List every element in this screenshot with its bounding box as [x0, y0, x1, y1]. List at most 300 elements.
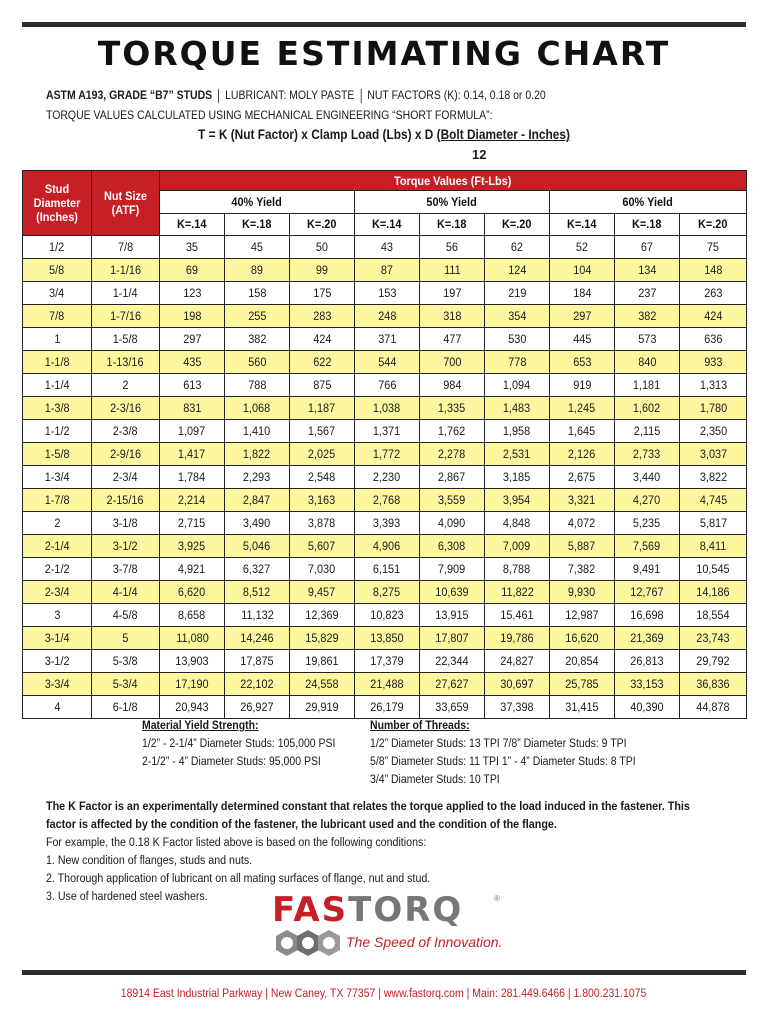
kfactor-item: 3. Use of hardened steel washers. — [46, 889, 208, 903]
torque-cell: 31,415 — [550, 696, 615, 719]
table-row — [23, 443, 747, 466]
torque-cell: 477 — [420, 328, 485, 351]
torque-cell: 10,639 — [420, 581, 485, 604]
torque-cell: 544 — [355, 351, 420, 374]
k-factor-header: K=.14 — [160, 213, 225, 235]
stud-diameter-cell: 2-1/2 — [23, 558, 92, 581]
nut-size-cell: 4-1/4 — [92, 581, 160, 604]
nut-size-cell: 1-13/16 — [92, 351, 160, 374]
torque-cell: 14,246 — [225, 627, 290, 650]
torque-cell: 435 — [160, 351, 225, 374]
torque-cell: 263 — [680, 282, 747, 305]
torque-cell: 445 — [550, 328, 615, 351]
yield-group-header: 40% Yield — [160, 191, 355, 213]
torque-cell: 198 — [160, 305, 225, 328]
table-row — [23, 328, 747, 351]
torque-cell: 5,235 — [615, 512, 680, 535]
nut-size-cell: 3-1/2 — [92, 535, 160, 558]
torque-cell: 4,270 — [615, 489, 680, 512]
torque-cell: 111 — [420, 259, 485, 282]
nut-factors-spec: NUT FACTORS (K): 0.14, 0.18 or 0.20 — [367, 88, 546, 102]
torque-cell: 33,659 — [420, 696, 485, 719]
torque-cell: 875 — [290, 374, 355, 397]
torque-cell: 5,607 — [290, 535, 355, 558]
torque-cell: 382 — [615, 305, 680, 328]
torque-cell: 67 — [615, 236, 680, 259]
torque-cell: 40,390 — [615, 696, 680, 719]
torque-cell: 424 — [290, 328, 355, 351]
torque-cell: 1,780 — [680, 397, 747, 420]
registered-mark: ® — [494, 894, 500, 903]
stud-diameter-cell: 1-1/2 — [23, 420, 92, 443]
stud-diameter-cell: 1-3/8 — [23, 397, 92, 420]
torque-cell: 15,829 — [290, 627, 355, 650]
torque-cell: 7,909 — [420, 558, 485, 581]
studs-spec: ASTM A193, GRADE “B7” STUDS — [46, 88, 213, 102]
nut-size-cell: 5-3/4 — [92, 673, 160, 696]
torque-cell: 11,080 — [160, 627, 225, 650]
torque-cell: 2,293 — [225, 466, 290, 489]
torque-cell: 158 — [225, 282, 290, 305]
page-title: TORQUE ESTIMATING CHART — [97, 34, 671, 73]
torque-cell: 1,417 — [160, 443, 225, 466]
torque-cell: 424 — [680, 305, 747, 328]
torque-cell: 5,887 — [550, 535, 615, 558]
torque-cell: 1,371 — [355, 420, 420, 443]
k-factor-header: K=.20 — [290, 213, 355, 235]
torque-cell: 23,743 — [680, 627, 747, 650]
torque-cell: 22,102 — [225, 673, 290, 696]
torque-cell: 2,025 — [290, 443, 355, 466]
header-nut-size: Nut Size (ATF) — [92, 171, 160, 236]
torque-cell: 16,698 — [615, 604, 680, 627]
kfactor-bold-line: The K Factor is an experimentally determined constant that relates the torque applied to the load induced in the fastener. This — [46, 799, 690, 813]
torque-cell: 2,126 — [550, 443, 615, 466]
torque-cell: 4,090 — [420, 512, 485, 535]
torque-cell: 21,369 — [615, 627, 680, 650]
logo-tagline: The Speed of Innovation. — [346, 934, 503, 950]
torque-cell: 6,327 — [225, 558, 290, 581]
torque-cell: 9,457 — [290, 581, 355, 604]
torque-table — [22, 170, 747, 719]
kfactor-intro: For example, the 0.18 K Factor listed above is based on the following conditions: — [46, 835, 427, 849]
torque-cell: 104 — [550, 259, 615, 282]
formula-intro: TORQUE VALUES CALCULATED USING MECHANICAL ENGINEERING “SHORT FORMULA”: — [46, 108, 493, 122]
nut-size-cell: 1-7/16 — [92, 305, 160, 328]
torque-cell: 283 — [290, 305, 355, 328]
stud-diameter-cell: 7/8 — [23, 305, 92, 328]
torque-cell: 24,827 — [485, 650, 550, 673]
stud-diameter-cell: 3-3/4 — [23, 673, 92, 696]
table-row — [23, 351, 747, 374]
torque-cell: 622 — [290, 351, 355, 374]
material-yield-line: 2-1/2” - 4” Diameter Studs: 95,000 PSI — [142, 754, 321, 768]
threads-block — [370, 716, 679, 788]
torque-cell: 2,867 — [420, 466, 485, 489]
threads-heading: Number of Threads: — [370, 718, 470, 732]
torque-cell: 2,675 — [550, 466, 615, 489]
torque-cell: 18,554 — [680, 604, 747, 627]
torque-cell: 45 — [225, 236, 290, 259]
torque-cell: 26,813 — [615, 650, 680, 673]
torque-cell: 933 — [680, 351, 747, 374]
torque-cell: 8,275 — [355, 581, 420, 604]
torque-cell: 3,037 — [680, 443, 747, 466]
stud-diameter-cell: 1-5/8 — [23, 443, 92, 466]
torque-cell: 12,369 — [290, 604, 355, 627]
torque-cell: 255 — [225, 305, 290, 328]
table-row — [23, 673, 747, 696]
threads-line: 5/8” Diameter Studs: 11 TPI 1” - 4” Diameter Studs: 8 TPI — [370, 754, 636, 768]
nut-size-cell: 3-1/8 — [92, 512, 160, 535]
torque-cell: 6,620 — [160, 581, 225, 604]
torque-cell: 1,567 — [290, 420, 355, 443]
torque-cell: 35 — [160, 236, 225, 259]
torque-cell: 297 — [160, 328, 225, 351]
torque-cell: 7,030 — [290, 558, 355, 581]
torque-cell: 8,512 — [225, 581, 290, 604]
torque-cell: 10,545 — [680, 558, 747, 581]
torque-cell: 573 — [615, 328, 680, 351]
material-yield-block — [142, 716, 367, 770]
torque-cell: 175 — [290, 282, 355, 305]
torque-cell: 778 — [485, 351, 550, 374]
stud-diameter-cell: 1-1/4 — [23, 374, 92, 397]
torque-cell: 248 — [355, 305, 420, 328]
table-row — [23, 535, 747, 558]
table-row — [23, 489, 747, 512]
nut-size-cell: 4-5/8 — [92, 604, 160, 627]
torque-cell: 4,921 — [160, 558, 225, 581]
torque-cell: 43 — [355, 236, 420, 259]
table-row — [23, 259, 747, 282]
torque-cell: 530 — [485, 328, 550, 351]
torque-cell: 4,848 — [485, 512, 550, 535]
torque-cell: 1,602 — [615, 397, 680, 420]
torque-cell: 700 — [420, 351, 485, 374]
torque-cell: 124 — [485, 259, 550, 282]
torque-cell: 19,861 — [290, 650, 355, 673]
nut-size-cell: 2-3/8 — [92, 420, 160, 443]
torque-cell: 5,817 — [680, 512, 747, 535]
torque-cell: 6,151 — [355, 558, 420, 581]
k-factor-header: K=.14 — [550, 213, 615, 235]
formula-underlined: (Bolt Diameter - Inches) — [436, 127, 570, 142]
nut-size-cell: 3-7/8 — [92, 558, 160, 581]
k-factor-header: K=.14 — [355, 213, 420, 235]
table-row — [23, 397, 747, 420]
torque-cell: 6,308 — [420, 535, 485, 558]
k-factor-header: K=.20 — [485, 213, 550, 235]
logo-wordmark: FASTORQ — [272, 890, 464, 930]
nut-size-cell: 2-3/16 — [92, 397, 160, 420]
torque-cell: 20,943 — [160, 696, 225, 719]
k-factor-header: K=.18 — [420, 213, 485, 235]
torque-cell: 36,836 — [680, 673, 747, 696]
material-yield-line: 1/2” - 2-1/4” Diameter Studs: 105,000 PSI — [142, 736, 336, 750]
fastorq-logo — [272, 890, 502, 960]
torque-cell: 14,186 — [680, 581, 747, 604]
torque-cell: 1,068 — [225, 397, 290, 420]
torque-cell: 1,313 — [680, 374, 747, 397]
torque-cell: 613 — [160, 374, 225, 397]
torque-cell: 2,531 — [485, 443, 550, 466]
torque-cell: 3,954 — [485, 489, 550, 512]
nut-size-cell: 5-3/8 — [92, 650, 160, 673]
torque-cell: 1,187 — [290, 397, 355, 420]
torque-cell: 26,179 — [355, 696, 420, 719]
torque-cell: 1,410 — [225, 420, 290, 443]
torque-cell: 3,925 — [160, 535, 225, 558]
threads-line: 3/4” Diameter Studs: 10 TPI — [370, 772, 500, 786]
torque-cell: 10,823 — [355, 604, 420, 627]
table-row — [23, 627, 747, 650]
torque-cell: 636 — [680, 328, 747, 351]
torque-cell: 22,344 — [420, 650, 485, 673]
nut-size-cell: 1-1/16 — [92, 259, 160, 282]
table-row — [23, 581, 747, 604]
bottom-rule — [22, 970, 746, 975]
stud-diameter-cell: 4 — [23, 696, 92, 719]
table-row — [23, 604, 747, 627]
table-row — [23, 282, 747, 305]
torque-cell: 12,767 — [615, 581, 680, 604]
torque-cell: 17,379 — [355, 650, 420, 673]
stud-diameter-cell: 2-3/4 — [23, 581, 92, 604]
torque-cell: 3,393 — [355, 512, 420, 535]
table-row — [23, 305, 747, 328]
kfactor-item: 1. New condition of flanges, studs and nuts. — [46, 853, 253, 867]
k-factor-header: K=.18 — [225, 213, 290, 235]
torque-cell: 21,488 — [355, 673, 420, 696]
formula-main: T = K (Nut Factor) x Clamp Load (Lbs) x D — [198, 127, 437, 142]
nut-size-cell: 6-1/8 — [92, 696, 160, 719]
torque-cell: 123 — [160, 282, 225, 305]
torque-cell: 17,807 — [420, 627, 485, 650]
kfactor-bold-line: factor is affected by the condition of the fastener, the lubricant used and the condition of the flange. — [46, 817, 557, 831]
torque-cell: 1,762 — [420, 420, 485, 443]
torque-cell: 8,788 — [485, 558, 550, 581]
table-row — [23, 236, 747, 259]
material-yield-heading: Material Yield Strength: — [142, 718, 259, 732]
torque-cell: 9,491 — [615, 558, 680, 581]
torque-cell: 17,190 — [160, 673, 225, 696]
torque-cell: 20,854 — [550, 650, 615, 673]
table-row — [23, 650, 747, 673]
top-rule — [22, 22, 746, 27]
torque-cell: 25,785 — [550, 673, 615, 696]
torque-cell: 62 — [485, 236, 550, 259]
torque-cell: 1,483 — [485, 397, 550, 420]
torque-cell: 8,658 — [160, 604, 225, 627]
torque-cell: 33,153 — [615, 673, 680, 696]
torque-cell: 15,461 — [485, 604, 550, 627]
torque-cell: 3,878 — [290, 512, 355, 535]
nut-size-cell: 7/8 — [92, 236, 160, 259]
stud-diameter-cell: 2 — [23, 512, 92, 535]
torque-cell: 984 — [420, 374, 485, 397]
torque-cell: 3,163 — [290, 489, 355, 512]
torque-cell: 56 — [420, 236, 485, 259]
torque-cell: 2,548 — [290, 466, 355, 489]
k-factor-header: K=.18 — [615, 213, 680, 235]
torque-cell: 2,768 — [355, 489, 420, 512]
torque-cell: 1,784 — [160, 466, 225, 489]
torque-cell: 237 — [615, 282, 680, 305]
torque-cell: 318 — [420, 305, 485, 328]
torque-cell: 1,094 — [485, 374, 550, 397]
torque-cell: 26,927 — [225, 696, 290, 719]
torque-cell: 30,697 — [485, 673, 550, 696]
torque-cell: 153 — [355, 282, 420, 305]
torque-cell: 2,847 — [225, 489, 290, 512]
stud-diameter-cell: 3 — [23, 604, 92, 627]
torque-cell: 44,878 — [680, 696, 747, 719]
torque-cell: 1,645 — [550, 420, 615, 443]
nut-size-cell: 2-3/4 — [92, 466, 160, 489]
torque-cell: 1,097 — [160, 420, 225, 443]
torque-cell: 13,850 — [355, 627, 420, 650]
torque-cell: 382 — [225, 328, 290, 351]
stud-diameter-cell: 3-1/2 — [23, 650, 92, 673]
table-row — [23, 420, 747, 443]
torque-cell: 297 — [550, 305, 615, 328]
torque-cell: 4,745 — [680, 489, 747, 512]
stud-diameter-cell: 1 — [23, 328, 92, 351]
header-stud-diameter: Stud Diameter (Inches) — [23, 171, 92, 236]
torque-cell: 653 — [550, 351, 615, 374]
torque-cell: 219 — [485, 282, 550, 305]
torque-cell: 50 — [290, 236, 355, 259]
kfactor-note — [46, 797, 746, 905]
formula — [46, 127, 722, 142]
torque-cell: 29,919 — [290, 696, 355, 719]
nut-size-cell: 1-5/8 — [92, 328, 160, 351]
gears-icon — [272, 928, 344, 958]
torque-cell: 3,440 — [615, 466, 680, 489]
yield-group-header: 60% Yield — [550, 191, 747, 213]
torque-cell: 1,772 — [355, 443, 420, 466]
torque-cell: 52 — [550, 236, 615, 259]
torque-cell: 3,822 — [680, 466, 747, 489]
torque-cell: 24,558 — [290, 673, 355, 696]
lubricant-spec: LUBRICANT: MOLY PASTE — [225, 88, 355, 102]
torque-cell: 9,930 — [550, 581, 615, 604]
torque-cell: 1,822 — [225, 443, 290, 466]
nut-size-cell: 2 — [92, 374, 160, 397]
torque-cell: 87 — [355, 259, 420, 282]
stud-diameter-cell: 1-3/4 — [23, 466, 92, 489]
stud-diameter-cell: 5/8 — [23, 259, 92, 282]
torque-cell: 134 — [615, 259, 680, 282]
torque-cell: 13,915 — [420, 604, 485, 627]
torque-cell: 89 — [225, 259, 290, 282]
nut-size-cell: 1-1/4 — [92, 282, 160, 305]
table-row — [23, 512, 747, 535]
torque-cell: 197 — [420, 282, 485, 305]
torque-cell: 354 — [485, 305, 550, 328]
torque-cell: 8,411 — [680, 535, 747, 558]
torque-cell: 69 — [160, 259, 225, 282]
nut-size-cell: 2-15/16 — [92, 489, 160, 512]
torque-cell: 99 — [290, 259, 355, 282]
torque-cell: 2,350 — [680, 420, 747, 443]
torque-cell: 3,559 — [420, 489, 485, 512]
torque-cell: 5,046 — [225, 535, 290, 558]
torque-cell: 4,072 — [550, 512, 615, 535]
nut-size-cell: 2-9/16 — [92, 443, 160, 466]
table-row — [23, 466, 747, 489]
torque-cell: 7,009 — [485, 535, 550, 558]
torque-cell: 12,987 — [550, 604, 615, 627]
k-factor-header: K=.20 — [680, 213, 747, 235]
stud-diameter-cell: 3/4 — [23, 282, 92, 305]
torque-cell: 7,569 — [615, 535, 680, 558]
torque-cell: 3,490 — [225, 512, 290, 535]
torque-cell: 371 — [355, 328, 420, 351]
torque-cell: 37,398 — [485, 696, 550, 719]
table-row — [23, 374, 747, 397]
torque-cell: 148 — [680, 259, 747, 282]
header-torque-values: Torque Values (Ft-Lbs) — [160, 171, 747, 191]
kfactor-item: 2. Thorough application of lubricant on all mating surfaces of flange, nut and stud. — [46, 871, 431, 885]
footer-contact: 18914 East Industrial Parkway | New Caney, TX 77357 | www.fastorq.com | Main: 281.449.6466 | 1.800.231.1075 — [121, 986, 647, 1000]
torque-cell: 29,792 — [680, 650, 747, 673]
specs-line — [46, 88, 546, 103]
stud-diameter-cell: 1/2 — [23, 236, 92, 259]
torque-cell: 11,822 — [485, 581, 550, 604]
torque-cell: 75 — [680, 236, 747, 259]
stud-diameter-cell: 3-1/4 — [23, 627, 92, 650]
torque-cell: 2,733 — [615, 443, 680, 466]
torque-cell: 11,132 — [225, 604, 290, 627]
torque-cell: 3,321 — [550, 489, 615, 512]
yield-group-header: 50% Yield — [355, 191, 550, 213]
torque-cell: 2,214 — [160, 489, 225, 512]
torque-cell: 2,715 — [160, 512, 225, 535]
torque-cell: 1,181 — [615, 374, 680, 397]
torque-cell: 16,620 — [550, 627, 615, 650]
torque-cell: 2,115 — [615, 420, 680, 443]
torque-cell: 831 — [160, 397, 225, 420]
nut-size-cell: 5 — [92, 627, 160, 650]
stud-diameter-cell: 1-1/8 — [23, 351, 92, 374]
formula-denominator: 12 — [472, 147, 487, 162]
torque-cell: 840 — [615, 351, 680, 374]
torque-cell: 766 — [355, 374, 420, 397]
torque-cell: 27,627 — [420, 673, 485, 696]
torque-cell: 2,278 — [420, 443, 485, 466]
torque-cell: 919 — [550, 374, 615, 397]
stud-diameter-cell: 1-7/8 — [23, 489, 92, 512]
torque-cell: 1,245 — [550, 397, 615, 420]
torque-cell: 7,382 — [550, 558, 615, 581]
table-row — [23, 558, 747, 581]
torque-cell: 17,875 — [225, 650, 290, 673]
torque-cell: 1,335 — [420, 397, 485, 420]
torque-cell: 1,958 — [485, 420, 550, 443]
torque-cell: 184 — [550, 282, 615, 305]
torque-cell: 13,903 — [160, 650, 225, 673]
torque-cell: 19,786 — [485, 627, 550, 650]
threads-line: 1/2” Diameter Studs: 13 TPI 7/8” Diameter Studs: 9 TPI — [370, 736, 627, 750]
torque-cell: 1,038 — [355, 397, 420, 420]
stud-diameter-cell: 2-1/4 — [23, 535, 92, 558]
torque-cell: 4,906 — [355, 535, 420, 558]
torque-cell: 2,230 — [355, 466, 420, 489]
torque-cell: 788 — [225, 374, 290, 397]
torque-cell: 560 — [225, 351, 290, 374]
